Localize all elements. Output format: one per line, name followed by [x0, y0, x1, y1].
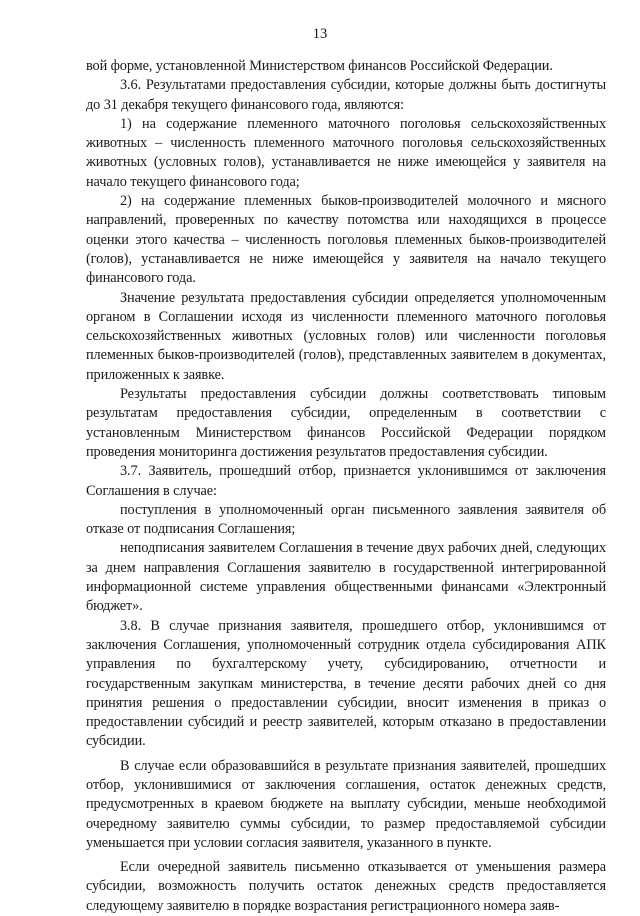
paragraph-remaining-funds: В случае если образовавшийся в результате признания заявителей, прошедших отбор, уклонившимися от заключения соглашения, остаток денежных средств, предусмотренных в краевом бюджете на выплату субсидии, меньше необходимой очередному заявителю суммы субсидии, то размер предоставляемой субсидии уменьшается при условии согласия заявителя, указанного в пункте.: [86, 757, 606, 851]
paragraph-3-8: 3.8. В случае признания заявителя, прошедшего отбор, уклонившимся от заключения Соглашения, уполномоченный сотрудник отдела субсидирования АПК управления по бухгалтерскому учету, субсидированию, отчетности и государственным закупкам министерства, в течение десяти рабочих дней со дня принятия решения о предоставлении субсидии, вносит изменения в приказ о предоставлении субсидий и реестр заявителей, которым отказано в предоставлении субсидии.: [86, 617, 606, 750]
paragraph-next-applicant: Если очередной заявитель письменно отказывается от уменьшения размера субсидии, возможность получить остаток денежных средств предоставляется следующему заявителю в порядке возрастания регистрационного номера заяв-: [86, 859, 606, 914]
paragraph-result-value: Значение результата предоставления субсидии определяется уполномоченным органом в Соглашении исходя из численности племенного маточного поголовья сельскохозяйственных животных (условных голов) или численности поголовья племенных быков-производителей (голов), представленных заявителем в документах, приложенных к заявке.: [86, 289, 606, 383]
paragraph-result-compliance: Результаты предоставления субсидии должны соответствовать типовым результатам предоставления субсидии, определенным в соответствии с установленным Министерством финансов Российской Федерации порядком проведения мониторинга достижения результатов предоставления субсидии.: [86, 386, 606, 460]
paragraph-3-7-case-1: поступления в уполномоченный орган письменного заявления заявителя об отказе от подписания Соглашения;: [86, 501, 606, 538]
paragraph-3-6-item-1: 1) на содержание племенного маточного поголовья сельскохозяйственных животных – численность племенного маточного поголовья сельскохозяйственных животных (условных голов), устанавливается не ниже имеющейся у заявителя на начало текущего финансового года;: [86, 115, 606, 190]
paragraph-3-6: 3.6. Результатами предоставления субсидии, которые должны быть достигнуты до 31 декабря текущего финансового года, являются:: [86, 77, 606, 113]
document-body: [86, 57, 606, 916]
page-number: 13: [312, 26, 328, 42]
paragraph-3-7-case-2: неподписания заявителем Соглашения в течение двух рабочих дней, следующих за днем направления Соглашения заявителю в государственной интегрированной информационной системе управления общественными финансами «Электронный бюджет».: [86, 540, 606, 615]
paragraph-3-7: 3.7. Заявитель, прошедший отбор, признается уклонившимся от заключения Соглашения в случае:: [86, 463, 606, 499]
paragraph-3-6-item-2: 2) на содержание племенных быков-производителей молочного и мясного направлений, проверенных по качеству потомства или находящихся в процессе оценки этого качества – численность поголовья племенных быков-производителей (голов), устанавливается не ниже имеющейся у заявителя на начало текущего финансового года.: [86, 193, 606, 287]
paragraph-continuation: вой форме, установленной Министерством финансов Российской Федерации.: [86, 58, 553, 74]
